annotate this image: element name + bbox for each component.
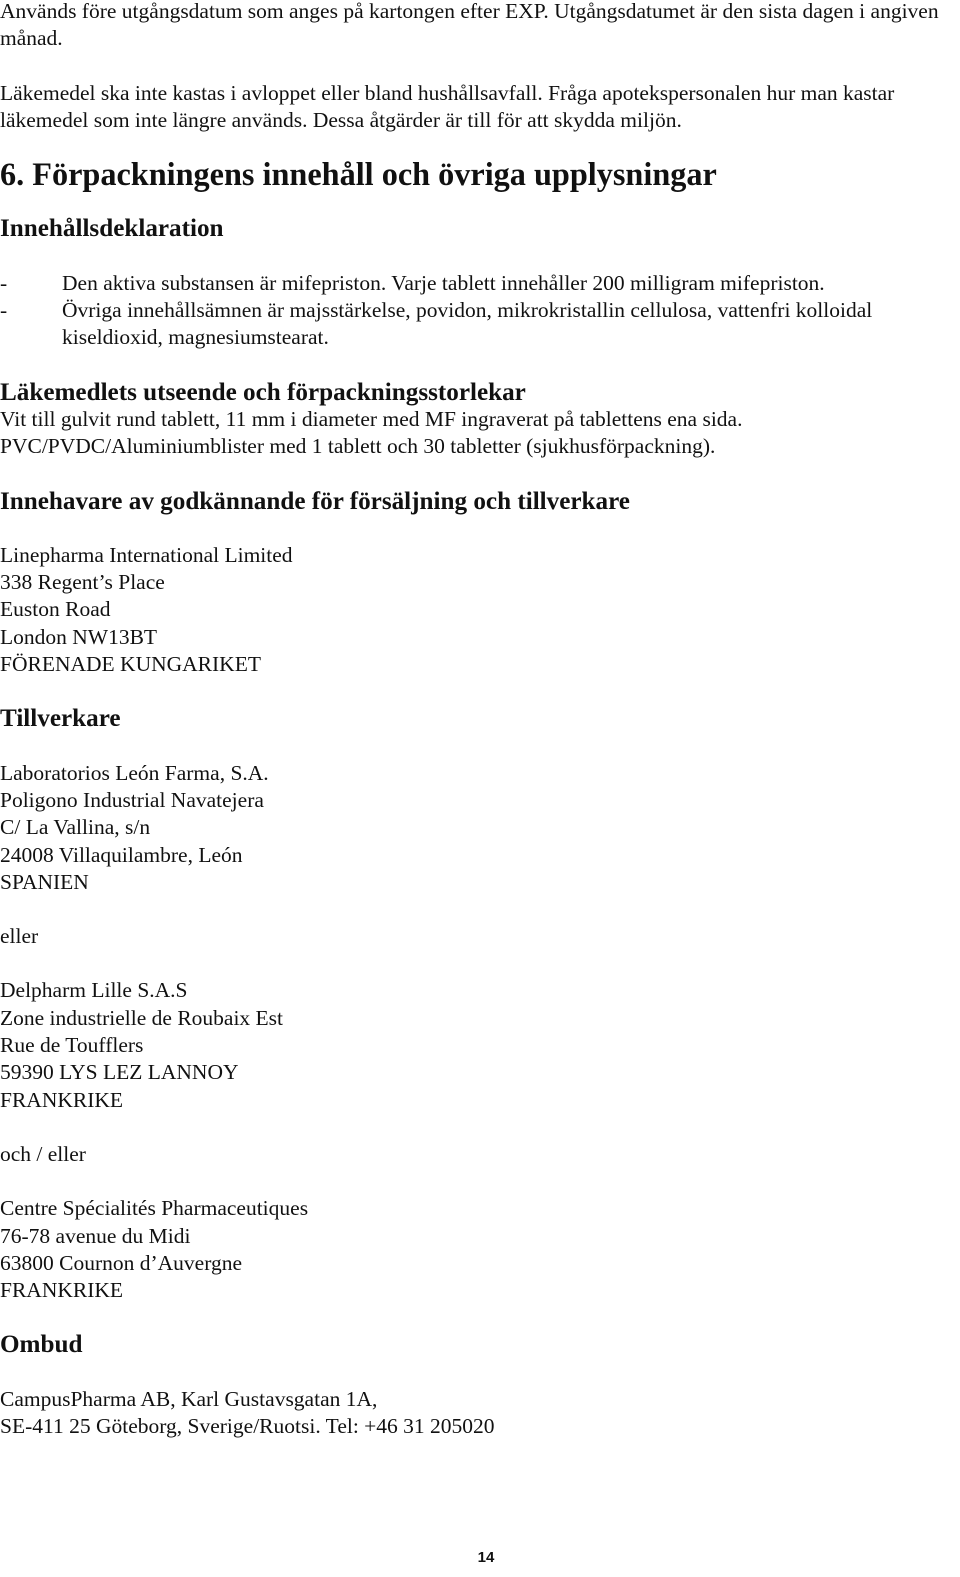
address-line: FRANKRIKE	[0, 1278, 124, 1303]
address-line: Zone industrielle de Roubaix Est	[0, 1005, 284, 1030]
list-dash: -	[0, 298, 8, 323]
address-line: 76-78 avenue du Midi	[0, 1223, 191, 1248]
representative-heading: Ombud	[0, 1331, 83, 1359]
appearance-line: PVC/PVDC/Aluminiumblister med 1 tablett och 30 tabletter (sjukhusförpackning).	[0, 434, 716, 459]
address-line: SPANIEN	[0, 869, 89, 894]
address-line: FÖRENADE KUNGARIKET	[0, 652, 261, 677]
address-line: 63800 Cournon d’Auvergne	[0, 1250, 243, 1275]
appearance-section	[0, 379, 958, 461]
manufacturer-site-3	[0, 1195, 958, 1304]
address-line: SE-411 25 Göteborg, Sverige/Ruotsi. Tel: +46 31 205020	[0, 1413, 495, 1438]
list-item	[0, 270, 958, 297]
or-connector: eller	[0, 924, 39, 949]
address-line: Linepharma International Limited	[0, 542, 293, 567]
address-line: 59390 LYS LEZ LANNOY	[0, 1060, 239, 1085]
address-line: FRANKRIKE	[0, 1087, 124, 1112]
manufacturer-site-1	[0, 760, 958, 896]
address-line: CampusPharma AB, Karl Gustavsgatan 1A,	[0, 1386, 378, 1411]
list-dash: -	[0, 270, 8, 295]
holder-heading: Innehavare av godkännande för försäljning och tillverkare	[0, 487, 630, 515]
manufacturer-heading: Tillverkare	[0, 705, 121, 733]
address-line: Poligono Industrial Navatejera	[0, 787, 264, 812]
holder-address	[0, 542, 958, 678]
section-6-heading: 6. Förpackningens innehåll och övriga upplysningar	[0, 156, 717, 193]
address-line: Centre Spécialités Pharmaceutiques	[0, 1196, 309, 1221]
contents-heading: Innehållsdeklaration	[0, 215, 224, 243]
appearance-heading: Läkemedlets utseende och förpackningsstorlekar	[0, 378, 526, 406]
expiry-paragraph: Används före utgångsdatum som anges på kartongen efter EXP. Utgångsdatumet är den sista dagen i angiven månad.	[0, 0, 939, 51]
address-line: Rue de Toufflers	[0, 1033, 144, 1058]
address-line: C/ La Vallina, s/n	[0, 815, 151, 840]
address-line: Euston Road	[0, 597, 111, 622]
address-line: Delpharm Lille S.A.S	[0, 978, 188, 1003]
address-line: 24008 Villaquilambre, León	[0, 842, 243, 867]
contents-list	[0, 270, 958, 352]
address-line: Laboratorios León Farma, S.A.	[0, 760, 269, 785]
and-or-connector: och / eller	[0, 1141, 86, 1166]
page-number: 14	[477, 1549, 495, 1566]
disposal-paragraph: Läkemedel ska inte kastas i avloppet eller bland hushållsavfall. Fråga apotekspersonalen hur man kastar läkemedel som inte längre används. Dessa åtgärder är till för att skydda miljön.	[0, 80, 895, 132]
list-item-text: Den aktiva substansen är mifepriston. Varje tablett innehåller 200 milligram mifepriston.	[62, 270, 825, 295]
address-line: London NW13BT	[0, 624, 158, 649]
address-line: 338 Regent’s Place	[0, 570, 165, 595]
manufacturer-site-2	[0, 977, 958, 1113]
appearance-line: Vit till gulvit rund tablett, 11 mm i diameter med MF ingraverat på tablettens ena sida.	[0, 406, 743, 431]
representative-address	[0, 1386, 958, 1441]
list-item	[0, 297, 958, 352]
list-item-text: Övriga innehållsämnen är majsstärkelse, povidon, mikrokristallin cellulosa, vattenfri kolloidal kiseldioxid, magnesiumstearat.	[62, 298, 873, 350]
